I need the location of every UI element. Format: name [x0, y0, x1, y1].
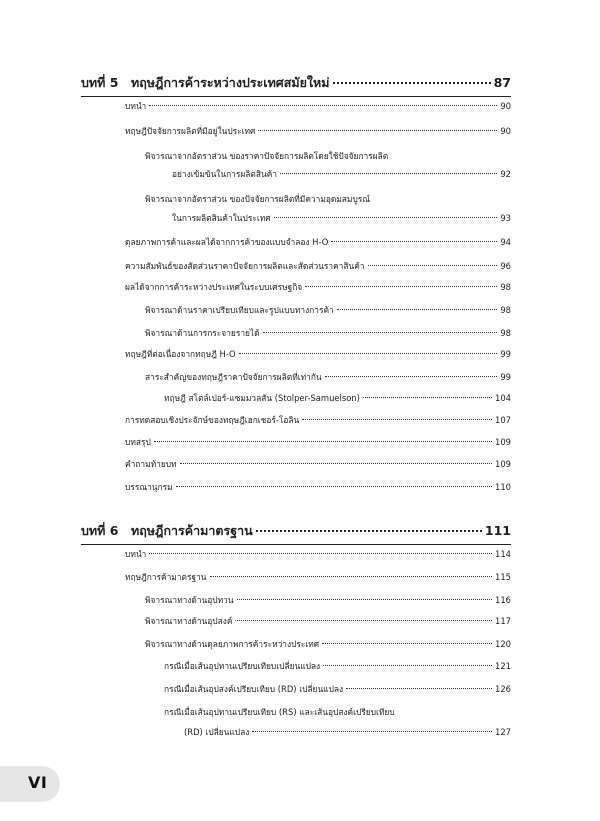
toc-entry[interactable]: ดุลยภาพการค้าและผลได้จากการค้าของแบบจำลอง H-O 94: [125, 237, 511, 247]
chapter-page: 87: [493, 75, 511, 90]
toc-entry[interactable]: ทฤษฎีที่ต่อเนื่องจากทฤษฎี H-O 99: [125, 349, 511, 359]
chapter-number: บทที่ 5: [81, 75, 119, 90]
page-number: VI: [28, 773, 48, 792]
toc-entry[interactable]: บทสรุป 109: [125, 437, 511, 447]
toc-entry[interactable]: กรณีเมื่อเส้นอุปทานเปรียบเทียบเปลี่ยนแปลง 121: [164, 661, 511, 671]
toc-entry-line: พิจารณาจากอัตราส่วน ของราคาปัจจัยการผลิตโดยใช้ปัจจัยการผลิต: [145, 151, 389, 161]
leader-dots: [256, 530, 482, 532]
toc-entry[interactable]: ผลได้จากการค้าระหว่างประเทศในระบบเศรษฐกิจ 98: [125, 282, 511, 292]
toc-entry-line: กรณีเมื่อเส้นอุปทานเปรียบเทียบ (RS) และเส้นอุปสงค์เปรียบเทียบ: [164, 707, 395, 717]
toc-entry[interactable]: บทนำ 90: [125, 101, 511, 111]
toc-entry[interactable]: พิจารณาด้านการกระจายรายได้ 98: [145, 328, 511, 338]
toc-entry[interactable]: กรณีเมื่อเส้นอุปสงค์เปรียบเทียบ (RD) เปลี่ยนแปลง 126: [164, 684, 511, 694]
toc-entry[interactable]: (RD) เปลี่ยนแปลง 127: [184, 727, 511, 737]
toc-entry[interactable]: อย่างเข้มข้นในการผลิตสินค้า 92: [172, 169, 511, 179]
toc-entry[interactable]: สาระสำคัญของทฤษฎีราคาปัจจัยการผลิตที่เท่ากัน 99: [145, 372, 511, 382]
toc-entry[interactable]: ทฤษฎีปัจจัยการผลิตที่มีอยู่ในประเทศ 90: [125, 126, 511, 136]
toc-entry[interactable]: บรรณานุกรม 110: [125, 482, 511, 492]
toc-entry[interactable]: ความสัมพันธ์ของสัดส่วนราคาปัจจัยการผลิตและสัดส่วนราคาสินค้า 96: [125, 261, 511, 271]
leader-dots: [333, 82, 491, 84]
toc-entry-line: พิจารณาจากอัตราส่วน ของปัจจัยการผลิตที่มีความอุดมสมบูรณ์: [145, 194, 371, 204]
toc-entry[interactable]: พิจารณาทางด้านดุลยภาพการค้าระหว่างประเทศ 120: [145, 639, 511, 649]
chapter-6-heading: [81, 521, 511, 545]
toc-entry[interactable]: ในการผลิตสินค้าในประเทศ 93: [172, 213, 511, 223]
toc-entry[interactable]: การทดสอบเชิงประจักษ์ของทฤษฎีเฮกเชอร์-โอลิน 107: [125, 415, 511, 425]
chapter-title: ทฤษฎีการค้าระหว่างประเทศสมัยใหม่: [131, 75, 330, 90]
toc-entry[interactable]: พิจารณาด้านราคาเปรียบเทียบและรูปแบบทางการค้า 98: [145, 305, 511, 315]
chapter-title: ทฤษฎีการค้ามาตรฐาน: [131, 523, 253, 538]
toc-entry[interactable]: พิจารณาทางด้านอุปทาน 116: [145, 595, 511, 605]
chapter-rule: [81, 96, 511, 97]
toc-entry[interactable]: พิจารณาทางด้านอุปสงค์ 117: [145, 616, 511, 626]
chapter-5-heading: [81, 73, 511, 97]
chapter-page: 111: [484, 523, 511, 538]
toc-entry[interactable]: บทนำ 114: [125, 549, 511, 559]
toc-entry[interactable]: คำถามท้ายบท 109: [125, 459, 511, 469]
toc-entry[interactable]: ทฤษฎี สโตล์เปอร์-แซมมวลสัน (Stolper-Samuelson) 104: [164, 393, 511, 403]
chapter-number: บทที่ 6: [81, 523, 119, 538]
toc-entry[interactable]: ทฤษฎีการค้ามาตรฐาน 115: [125, 572, 511, 582]
page-number-badge: [0, 766, 60, 802]
chapter-rule: [81, 544, 511, 545]
